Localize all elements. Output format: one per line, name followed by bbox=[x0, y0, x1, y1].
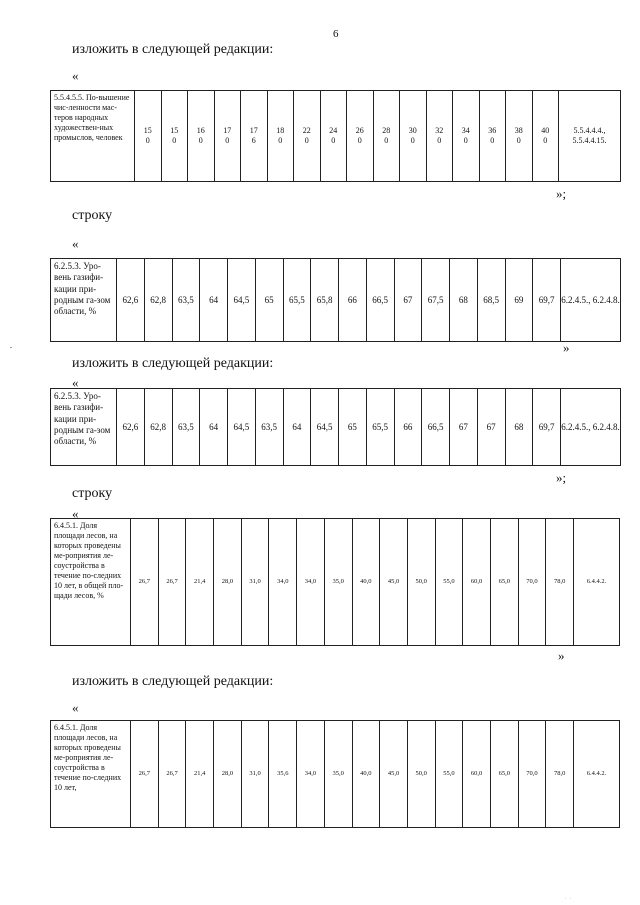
year-value-cell: 40,0 bbox=[352, 519, 380, 646]
year-value-cell: 64 bbox=[283, 389, 311, 466]
year-value-cell: 55,0 bbox=[435, 519, 463, 646]
year-value-cell: 31,0 bbox=[241, 721, 269, 828]
open-quote-3: « bbox=[72, 375, 79, 390]
year-value-cell: 26,7 bbox=[158, 721, 186, 828]
close-quote-1: »; bbox=[556, 186, 567, 201]
reference-cell: 6.4.4.2. bbox=[574, 721, 620, 828]
year-value-cell: 68,5 bbox=[477, 259, 505, 342]
year-value-cell: 66 bbox=[394, 389, 422, 466]
year-value-cell: 15 0 bbox=[161, 91, 188, 182]
year-value-cell: 70,0 bbox=[518, 721, 546, 828]
year-value-cell: 16 0 bbox=[188, 91, 215, 182]
year-value-cell: 26,7 bbox=[131, 721, 159, 828]
year-value-cell: 66,5 bbox=[422, 389, 450, 466]
year-value-cell: 38 0 bbox=[506, 91, 533, 182]
year-value-cell: 63,5 bbox=[255, 389, 283, 466]
table-row-6-2-5-3-old bbox=[50, 258, 621, 342]
year-value-cell: 45,0 bbox=[380, 721, 408, 828]
year-value-cell: 28,0 bbox=[214, 519, 242, 646]
year-value-cell: 65,0 bbox=[490, 519, 518, 646]
open-quote-2: « bbox=[72, 236, 79, 251]
year-value-cell: 60,0 bbox=[463, 721, 491, 828]
reference-cell: 6.4.4.2. bbox=[574, 519, 620, 646]
year-value-cell: 62,8 bbox=[144, 389, 172, 466]
table-row-6-4-5-1-old bbox=[50, 518, 620, 646]
year-value-cell: 34,0 bbox=[297, 721, 325, 828]
year-value-cell: 66,5 bbox=[366, 259, 394, 342]
year-value-cell: 64,5 bbox=[228, 259, 256, 342]
year-value-cell: 34,0 bbox=[269, 519, 297, 646]
year-value-cell: 63,5 bbox=[172, 389, 200, 466]
indicator-label: 6.4.5.1. Доля площади лесов, на которых проведены ме-роприятия ле-соустройства в течение по-следних 10 лет, в общей пло-щади лесов, % bbox=[51, 519, 131, 646]
indicator-label: 5.5.4.5.5. По-вышение чис-ленности мас-теров народных художествен-ных промыслов, человек bbox=[51, 91, 135, 182]
year-value-cell: 28 0 bbox=[373, 91, 400, 182]
year-value-cell: 67 bbox=[394, 259, 422, 342]
scan-artifact: · · bbox=[565, 897, 573, 902]
indicator-label: 6.2.5.3. Уро-вень газифи-кации при-родным га-зом области, % bbox=[51, 389, 117, 466]
year-value-cell: 21,4 bbox=[186, 519, 214, 646]
year-value-cell: 63,5 bbox=[172, 259, 200, 342]
year-value-cell: 62,6 bbox=[117, 389, 145, 466]
year-value-cell: 50,0 bbox=[407, 519, 435, 646]
table-row-6-4-5-1-new bbox=[50, 720, 620, 828]
year-value-cell: 78,0 bbox=[546, 519, 574, 646]
year-value-cell: 65,5 bbox=[366, 389, 394, 466]
year-value-cell: 18 0 bbox=[267, 91, 294, 182]
year-value-cell: 66 bbox=[339, 259, 367, 342]
heading-row-2: строку bbox=[72, 486, 113, 501]
open-quote-4: « bbox=[72, 506, 79, 521]
year-value-cell: 65 bbox=[339, 389, 367, 466]
year-value-cell: 69 bbox=[505, 259, 533, 342]
year-value-cell: 67 bbox=[477, 389, 505, 466]
year-value-cell: 50,0 bbox=[407, 721, 435, 828]
year-value-cell: 62,8 bbox=[144, 259, 172, 342]
page-number: 6 bbox=[333, 28, 339, 40]
year-value-cell: 17 0 bbox=[214, 91, 241, 182]
year-value-cell: 34 0 bbox=[453, 91, 480, 182]
year-value-cell: 68 bbox=[505, 389, 533, 466]
year-value-cell: 40,0 bbox=[352, 721, 380, 828]
year-value-cell: 31,0 bbox=[241, 519, 269, 646]
year-value-cell: 65,0 bbox=[490, 721, 518, 828]
indicator-label: 6.4.5.1. Доля площади лесов, на которых проведены ме-роприятия ле-соустройства в течение по-следних 10 лет, bbox=[51, 721, 131, 828]
year-value-cell: 70,0 bbox=[518, 519, 546, 646]
year-value-cell: 67,5 bbox=[422, 259, 450, 342]
year-value-cell: 17 6 bbox=[241, 91, 268, 182]
year-value-cell: 64,5 bbox=[228, 389, 256, 466]
year-value-cell: 30 0 bbox=[400, 91, 427, 182]
year-value-cell: 60,0 bbox=[463, 519, 491, 646]
year-value-cell: 55,0 bbox=[435, 721, 463, 828]
year-value-cell: 78,0 bbox=[546, 721, 574, 828]
year-value-cell: 34,0 bbox=[297, 519, 325, 646]
open-quote-1: « bbox=[72, 68, 79, 83]
year-value-cell: 26,7 bbox=[158, 519, 186, 646]
year-value-cell: 64 bbox=[200, 259, 228, 342]
close-quote-4: » bbox=[558, 648, 565, 663]
reference-cell: 6.2.4.5., 6.2.4.8. bbox=[561, 389, 621, 466]
heading-edit-2: изложить в следующей редакции: bbox=[72, 356, 274, 371]
year-value-cell: 21,4 bbox=[186, 721, 214, 828]
close-quote-3: »; bbox=[556, 470, 567, 485]
year-value-cell: 40 0 bbox=[532, 91, 559, 182]
year-value-cell: 67 bbox=[450, 389, 478, 466]
indicator-label: 6.2.5.3. Уро-вень газифи-кации при-родным га-зом области, % bbox=[51, 259, 117, 342]
year-value-cell: 26 0 bbox=[347, 91, 374, 182]
year-value-cell: 24 0 bbox=[320, 91, 347, 182]
year-value-cell: 68 bbox=[450, 259, 478, 342]
year-value-cell: 64 bbox=[200, 389, 228, 466]
open-quote-5: « bbox=[72, 700, 79, 715]
year-value-cell: 26,7 bbox=[131, 519, 159, 646]
reference-cell: 5.5.4.4.4., 5.5.4.4.15. bbox=[559, 91, 621, 182]
year-value-cell: 35,0 bbox=[324, 519, 352, 646]
scan-speck bbox=[10, 347, 12, 348]
table-row-6-2-5-3-new bbox=[50, 388, 621, 466]
reference-cell: 6.2.4.5., 6.2.4.8. bbox=[561, 259, 621, 342]
year-value-cell: 15 0 bbox=[135, 91, 162, 182]
year-value-cell: 45,0 bbox=[380, 519, 408, 646]
table-row-5-5-4-5-5 bbox=[50, 90, 621, 182]
year-value-cell: 35,0 bbox=[324, 721, 352, 828]
year-value-cell: 22 0 bbox=[294, 91, 321, 182]
year-value-cell: 69,7 bbox=[533, 259, 561, 342]
year-value-cell: 62,6 bbox=[117, 259, 145, 342]
heading-edit-1: изложить в следующей редакции: bbox=[72, 42, 274, 57]
year-value-cell: 65,5 bbox=[283, 259, 311, 342]
year-value-cell: 64,5 bbox=[311, 389, 339, 466]
year-value-cell: 32 0 bbox=[426, 91, 453, 182]
year-value-cell: 65,8 bbox=[311, 259, 339, 342]
year-value-cell: 28,0 bbox=[214, 721, 242, 828]
year-value-cell: 65 bbox=[255, 259, 283, 342]
year-value-cell: 69,7 bbox=[533, 389, 561, 466]
close-quote-2: » bbox=[563, 340, 570, 355]
heading-edit-3: изложить в следующей редакции: bbox=[72, 674, 274, 689]
year-value-cell: 35,6 bbox=[269, 721, 297, 828]
year-value-cell: 36 0 bbox=[479, 91, 506, 182]
heading-row-1: строку bbox=[72, 208, 113, 223]
